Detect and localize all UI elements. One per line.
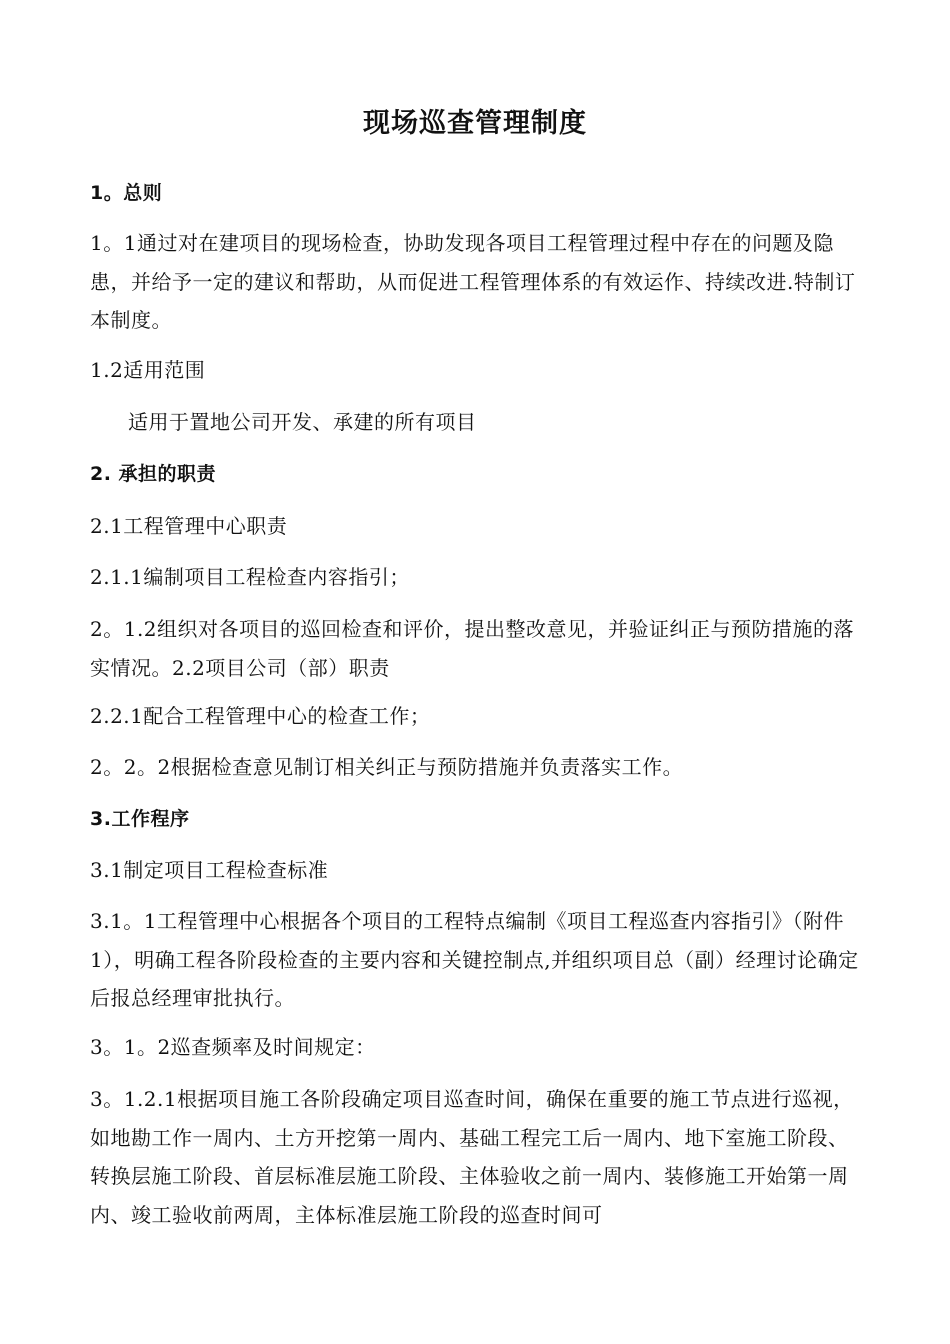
section-3-heading: 3.工作程序 — [90, 808, 190, 830]
section-2-heading: 2. 承担的职责 — [90, 463, 217, 485]
paragraph-3-1-2-1: 3。1.2.1根据项目施工各阶段确定项目巡查时间，确保在重要的施工节点进行巡视，如地勘工作一周内、土方开挖第一周内、基础工程完工后一周内、地下室施工阶段、转换层施工阶段、首层标准层施工阶段、主体验收之前一周内、装修施工开始第一周内、竣工验收前两周，主体标准层施工阶段的巡查时间可 — [90, 1087, 854, 1227]
paragraph-2-2-1: 2.2.1配合工程管理中心的检查工作； — [90, 704, 431, 728]
paragraph-1-2-text: 适用于置地公司开发、承建的所有项目 — [128, 410, 477, 434]
paragraph-2-1-2: 2。1.2组织对各项目的巡回检查和评价，提出整改意见，并验证纠正与预防措施的落实情况。2.2项目公司（部）职责 — [90, 617, 855, 680]
paragraph-1-2: 1.2适用范围 — [90, 358, 206, 382]
paragraph-2-1-1: 2.1.1编制项目工程检查内容指引； — [90, 565, 410, 589]
paragraph-2-2-2: 2。2。2根据检查意见制订相关纠正与预防措施并负责落实工作。 — [90, 755, 684, 779]
document-title: 现场巡查管理制度 — [363, 108, 587, 139]
paragraph-3-1: 3.1制定项目工程检查标准 — [90, 858, 329, 882]
paragraph-1-1: 1。1通过对在建项目的现场检查，协助发现各项目工程管理过程中存在的问题及隐患，并给予一定的建议和帮助，从而促进工程管理体系的有效运作、持续改进.特制订本制度。 — [90, 231, 856, 332]
paragraph-3-1-1: 3.1。1工程管理中心根据各个项目的工程特点编制《项目工程巡查内容指引》（附件1），明确工程各阶段检查的主要内容和关键控制点,并组织项目总（副）经理讨论确定后报总经理审批执行。 — [90, 909, 859, 1010]
paragraph-3-1-2: 3。1。2巡查频率及时间规定： — [90, 1035, 376, 1059]
paragraph-2-1: 2.1工程管理中心职责 — [90, 514, 288, 538]
section-1-heading: 1。总则 — [90, 182, 163, 204]
